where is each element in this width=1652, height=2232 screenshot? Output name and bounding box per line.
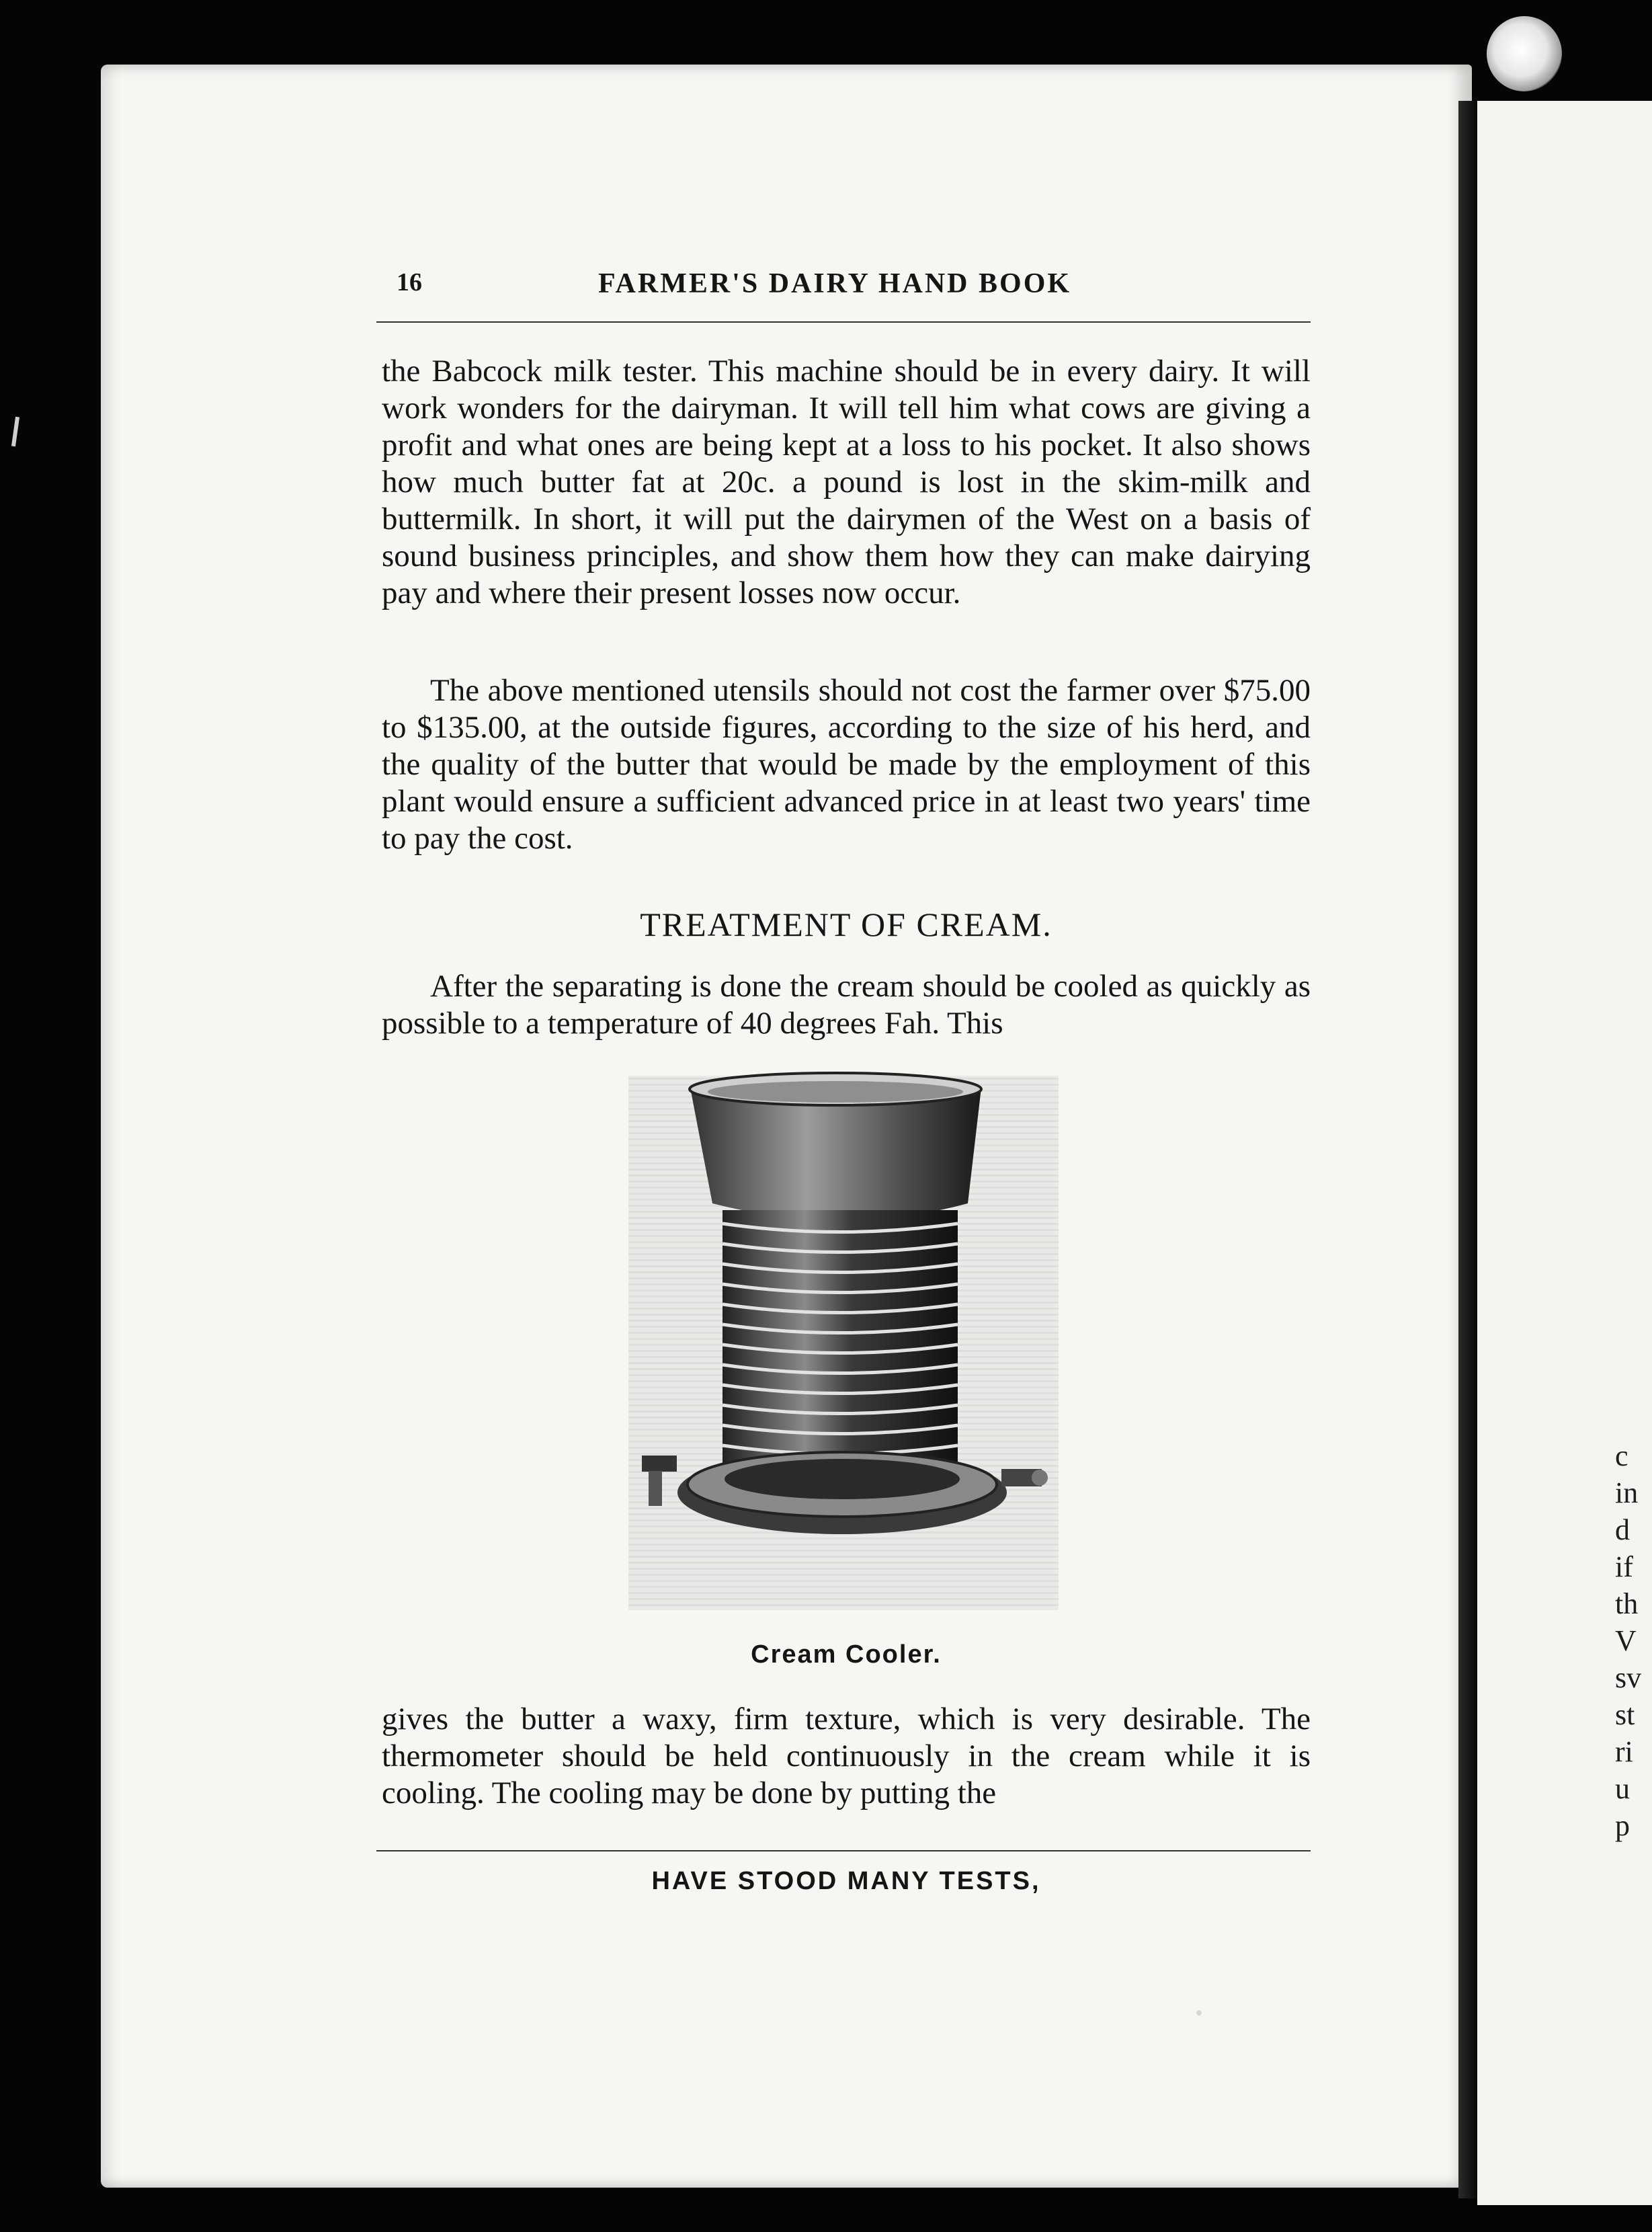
footer-advert: HAVE STOOD MANY TESTS, xyxy=(651,1867,1041,1895)
footer-rule xyxy=(376,1850,1311,1851)
adjacent-page-fragment: d xyxy=(1615,1513,1630,1546)
adjacent-page-fragment: V xyxy=(1615,1624,1637,1657)
section-heading: TREATMENT OF CREAM. xyxy=(640,906,1052,943)
library-stamp xyxy=(1487,16,1562,91)
header-rule xyxy=(376,321,1311,323)
cream-cooler-drawing xyxy=(628,1076,1059,1610)
adjacent-page-fragment: u xyxy=(1615,1772,1630,1805)
adjacent-page-fragment: in xyxy=(1615,1476,1639,1509)
page-speck xyxy=(1196,2010,1202,2016)
body-paragraph: The above mentioned utensils should not cost the farmer over $75.00 to $135.00, at the outside figures, according to the size of his herd, and the quality of the butter that would be made by the employment of this plant would ensure a sufficient advanced price in at least two years' time to pay the cost. xyxy=(382,673,1311,856)
adjacent-page-fragment: ri xyxy=(1615,1735,1633,1768)
left-edge-mark xyxy=(11,417,19,446)
book-gutter xyxy=(1458,101,1477,2198)
body-paragraph: After the separating is done the cream should be cooled as quickly as possible to a temperature of 40 degrees Fah. This xyxy=(382,969,1311,1041)
adjacent-page-fragment: th xyxy=(1615,1587,1639,1620)
figure-caption: Cream Cooler. xyxy=(751,1640,942,1669)
body-paragraph: gives the butter a waxy, firm texture, which is very desirable. The thermometer should be held continuously in the cream while it is cooling. The cooling may be done by putting the xyxy=(382,1702,1311,1810)
running-title: FARMER'S DAIRY HAND BOOK xyxy=(598,268,1072,299)
adjacent-page-fragment: p xyxy=(1615,1809,1630,1842)
adjacent-page-fragment: sv xyxy=(1615,1661,1642,1694)
adjacent-page-fragment: if xyxy=(1615,1550,1633,1583)
adjacent-page-fragment: st xyxy=(1615,1698,1635,1731)
adjacent-page-fragment: c xyxy=(1615,1439,1628,1472)
adjacent-page-edge xyxy=(1477,101,1652,2205)
body-paragraph: the Babcock milk tester. This machine should be in every dairy. It will work wonders for the dairyman. It will tell him what cows are giving a profit and what ones are being kept at a loss to his pocket. It also shows how much butter fat at 20c. a pound is lost in the skim-milk and buttermilk. In short, it will put the dairymen of the West on a basis of sound business principles, and show them how they can make dairying pay and where their present losses now occur. xyxy=(382,354,1311,610)
cream-cooler-illustration xyxy=(628,1076,1059,1610)
page-number: 16 xyxy=(397,268,422,296)
